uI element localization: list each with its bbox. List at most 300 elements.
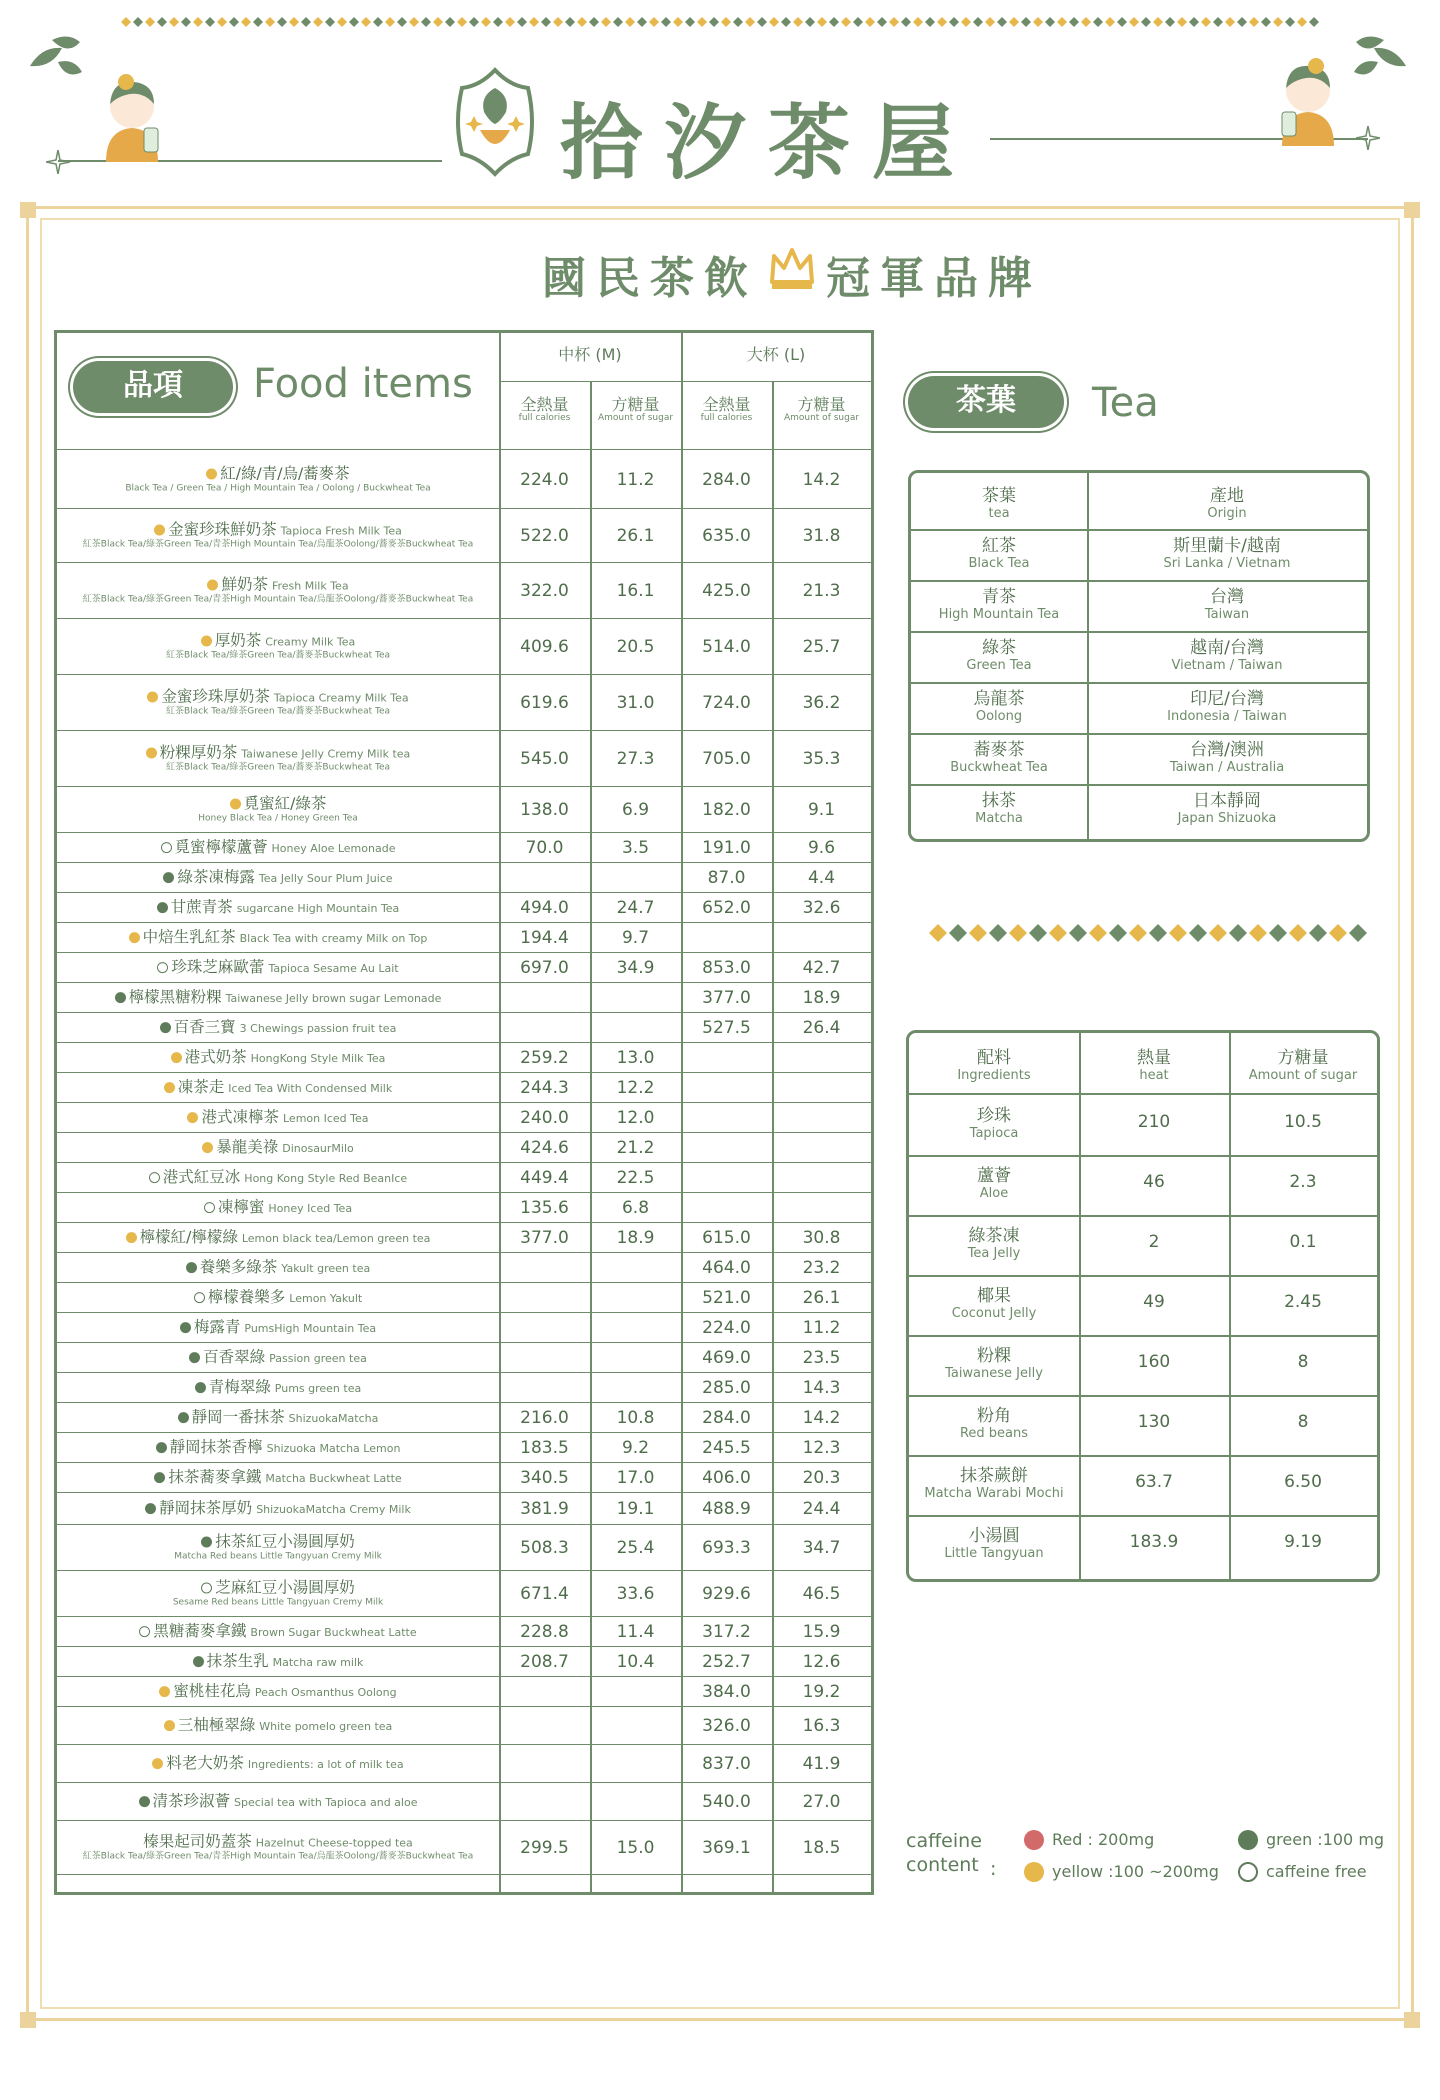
diamond-shape bbox=[1249, 17, 1259, 27]
tea-origin-en: Japan Shizuoka bbox=[1177, 810, 1277, 826]
m-cal-value: 508.3 bbox=[520, 1538, 569, 1558]
diamond-shape bbox=[517, 17, 527, 27]
m-cal-value: 697.0 bbox=[520, 958, 569, 978]
l-sug-value: 23.5 bbox=[802, 1348, 841, 1368]
item-name bbox=[57, 1289, 499, 1307]
l-sug-value: 19.2 bbox=[802, 1682, 841, 1702]
tea-name-en: Buckwheat Tea bbox=[950, 759, 1048, 775]
diamond-shape bbox=[925, 17, 935, 27]
tea-name-cell bbox=[911, 639, 1087, 673]
diamond-shape bbox=[1045, 17, 1055, 27]
l-cal-value: 693.3 bbox=[702, 1538, 751, 1558]
tea-name: 抹茶 bbox=[982, 791, 1016, 811]
item-subtitle: 紅茶Black Tea/綠茶Green Tea/青茶High Mountain Tea/烏龍茶Oolong/蕎麥茶Buckwheat Tea bbox=[82, 1851, 474, 1862]
m-cal-value: 545.0 bbox=[520, 749, 569, 769]
item-name-cn: 港式奶茶 bbox=[184, 1048, 247, 1067]
ingredient-name-en: Aloe bbox=[979, 1185, 1009, 1201]
item-name-cn: 金蜜珍珠鮮奶茶 bbox=[168, 520, 277, 539]
item-name-cn: 檸檬黑糖粉粿 bbox=[128, 988, 222, 1007]
l-cal-value: 284.0 bbox=[702, 470, 751, 490]
l-sug-value: 34.7 bbox=[802, 1538, 841, 1558]
caffeine-dot-icon bbox=[180, 1322, 191, 1333]
diamond-shape bbox=[961, 17, 971, 27]
item-name-en: ShizuokaMatcha bbox=[288, 1412, 379, 1426]
caffeine-dot-icon bbox=[186, 1262, 197, 1273]
ingredient-name-cell bbox=[909, 1227, 1079, 1261]
diamond-shape bbox=[929, 924, 947, 942]
ingredient-name-cell bbox=[909, 1407, 1079, 1441]
diamond-shape bbox=[1269, 924, 1287, 942]
table-row bbox=[57, 1403, 877, 1433]
ingredient-name: 綠茶凍 bbox=[968, 1226, 1020, 1246]
header-divider bbox=[499, 381, 871, 382]
legend-colon: : bbox=[990, 1858, 997, 1880]
ingredient-name-en: Little Tangyuan bbox=[944, 1545, 1044, 1561]
l-cal-value: 87.0 bbox=[707, 868, 746, 888]
table-row bbox=[57, 1525, 877, 1571]
row-divider bbox=[57, 1874, 871, 1875]
l-cal-value: 635.0 bbox=[702, 526, 751, 546]
diamond-shape bbox=[1129, 17, 1139, 27]
ingredient-name: 抹茶蕨餅 bbox=[960, 1466, 1028, 1486]
ingredient-heat-value: 130 bbox=[1137, 1412, 1171, 1432]
l-sug-value: 16.3 bbox=[802, 1716, 841, 1736]
item-name-cn: 覓蜜紅/綠茶 bbox=[243, 794, 327, 813]
diamond-shape bbox=[949, 924, 967, 942]
table-row bbox=[57, 1283, 877, 1313]
m-cal-value: 228.8 bbox=[520, 1622, 569, 1642]
cup-large-label: 大杯 (L) bbox=[746, 345, 806, 364]
diamond-shape bbox=[1093, 17, 1103, 27]
diamond-shape bbox=[253, 17, 263, 27]
diamond-shape bbox=[301, 17, 311, 27]
table-row bbox=[57, 563, 877, 619]
m-sug-value: 12.2 bbox=[616, 1078, 655, 1098]
l-sugar-head: 方糖量 Amount of sugar bbox=[783, 395, 860, 423]
tea-origin-cell bbox=[1087, 690, 1367, 724]
ingredient-name: 珍珠 bbox=[977, 1106, 1011, 1126]
diamond-shape bbox=[133, 17, 143, 27]
diamond-shape bbox=[913, 17, 923, 27]
l-sug-value: 26.1 bbox=[802, 1288, 841, 1308]
m-cal-value: 409.6 bbox=[520, 637, 569, 657]
m-sug-value: 11.2 bbox=[616, 470, 655, 490]
tea-name-en: High Mountain Tea bbox=[938, 606, 1060, 622]
item-name bbox=[57, 1319, 499, 1337]
diamond-shape bbox=[1169, 924, 1187, 942]
ingredient-name-cell bbox=[909, 1167, 1079, 1201]
m-cal-value: 208.7 bbox=[520, 1652, 569, 1672]
table-row bbox=[57, 509, 877, 563]
ingredients-table bbox=[906, 1030, 1380, 1582]
item-name-cn: 金蜜珍珠厚奶茶 bbox=[161, 687, 270, 706]
diamond-shape bbox=[205, 17, 215, 27]
m-sug-value: 6.8 bbox=[621, 1198, 650, 1218]
item-name-en: Peach Osmanthus Oolong bbox=[254, 1686, 397, 1700]
tea-origin-en: Taiwan / Australia bbox=[1169, 759, 1285, 775]
item-name-cn: 檸檬養樂多 bbox=[207, 1288, 286, 1307]
item-name-cn: 靜岡一番抹茶 bbox=[191, 1408, 285, 1427]
diamond-shape bbox=[989, 924, 1007, 942]
diamond-shape bbox=[973, 17, 983, 27]
item-name-en: Brown Sugar Buckwheat Latte bbox=[250, 1626, 417, 1640]
ingredient-sugar bbox=[1229, 1473, 1377, 1493]
item-name bbox=[57, 1139, 499, 1157]
ingredient-sugar bbox=[1229, 1293, 1377, 1313]
diamond-shape bbox=[697, 17, 707, 27]
ingredient-name-en: Tapioca bbox=[969, 1125, 1019, 1141]
item-subtitle: 紅茶Black Tea/綠茶Green Tea/蕎麥茶Buckwheat Tea bbox=[166, 650, 390, 661]
l-sug-value: 15.9 bbox=[802, 1622, 841, 1642]
item-name-en: ShizuokaMatcha Cremy Milk bbox=[256, 1503, 411, 1517]
table-row bbox=[57, 893, 877, 923]
item-name-en: Tapioca Creamy Milk Tea bbox=[273, 691, 409, 705]
ingredient-heat bbox=[1079, 1293, 1229, 1313]
l-sug-value: 12.6 bbox=[802, 1652, 841, 1672]
table-row bbox=[57, 1373, 877, 1403]
item-name bbox=[57, 521, 499, 550]
caffeine-dot-icon bbox=[139, 1626, 150, 1637]
l-cal-value: 224.0 bbox=[702, 1318, 751, 1338]
diamond-shape bbox=[1297, 17, 1307, 27]
caffeine-dot-icon bbox=[194, 1292, 205, 1303]
diamond-shape bbox=[589, 17, 599, 27]
m-sug-value: 20.5 bbox=[616, 637, 655, 657]
diamond-shape bbox=[1129, 924, 1147, 942]
diamond-shape bbox=[1149, 924, 1167, 942]
food-items-title: Food items bbox=[253, 361, 473, 407]
caffeine-dot-icon bbox=[139, 1796, 150, 1807]
l-sug-value: 35.3 bbox=[802, 749, 841, 769]
legend-free-dot bbox=[1238, 1862, 1258, 1882]
food-items-table bbox=[54, 330, 874, 1895]
item-name bbox=[57, 576, 499, 605]
item-name bbox=[57, 632, 499, 661]
diamond-shape bbox=[1177, 17, 1187, 27]
sparkle-left-icon bbox=[46, 150, 70, 174]
ingredient-sugar-value: 8 bbox=[1297, 1352, 1309, 1372]
table-row bbox=[57, 1463, 877, 1493]
diamond-shape bbox=[1029, 924, 1047, 942]
frame-corner bbox=[1404, 202, 1420, 218]
tea-name-en: Black Tea bbox=[968, 555, 1030, 571]
legend-yellow-label: yellow :100 ~200mg bbox=[1052, 1862, 1219, 1881]
item-name-en: Hong Kong Style Red BeanIce bbox=[244, 1172, 408, 1186]
diamond-shape bbox=[661, 17, 671, 27]
item-name-en: Iced Tea With Condensed Milk bbox=[228, 1082, 393, 1096]
item-name-cn: 港式凍檸茶 bbox=[201, 1108, 279, 1127]
m-cal-value: 522.0 bbox=[520, 526, 569, 546]
item-name bbox=[57, 1533, 499, 1562]
diamond-shape bbox=[361, 17, 371, 27]
table-row bbox=[57, 863, 877, 893]
tea-origin-en: Taiwan bbox=[1204, 606, 1250, 622]
item-name-en: Hazelnut Cheese-topped tea bbox=[255, 1836, 413, 1850]
item-name bbox=[57, 1683, 499, 1701]
table-row bbox=[57, 619, 877, 675]
diamond-shape bbox=[1009, 17, 1019, 27]
diamond-shape bbox=[169, 17, 179, 27]
item-name-cn: 黑糖蕎麥拿鐵 bbox=[153, 1622, 247, 1641]
tea-origin-cell bbox=[1087, 588, 1367, 622]
ingredient-sugar bbox=[1229, 1233, 1377, 1253]
item-name-cn: 抹茶生乳 bbox=[206, 1652, 269, 1671]
caffeine-dot-icon bbox=[187, 1112, 198, 1123]
m-cal-value: 138.0 bbox=[520, 800, 569, 820]
ingredient-sugar-value: 10.5 bbox=[1284, 1112, 1322, 1132]
tagline-right: 冠軍品牌 bbox=[826, 253, 1042, 304]
legend-green-label: green :100 mg bbox=[1266, 1830, 1385, 1849]
legend-yellow-dot bbox=[1024, 1862, 1044, 1882]
table-row bbox=[57, 1043, 877, 1073]
item-subtitle: Honey Black Tea / Honey Green Tea bbox=[198, 813, 358, 824]
diamond-shape bbox=[949, 17, 959, 27]
l-cal-value: 469.0 bbox=[702, 1348, 751, 1368]
m-cal-value: 244.3 bbox=[520, 1078, 569, 1098]
m-sug-value: 27.3 bbox=[616, 749, 655, 769]
l-sug-value: 32.6 bbox=[802, 898, 841, 918]
l-sug-value: 42.7 bbox=[802, 958, 841, 978]
diamond-shape bbox=[1033, 17, 1043, 27]
item-name bbox=[57, 1379, 499, 1397]
legend-title-1: caffeine bbox=[906, 1830, 982, 1852]
item-name-cn: 百香翠綠 bbox=[203, 1348, 266, 1367]
legend-free-label: caffeine free bbox=[1266, 1862, 1367, 1881]
diamond-shape bbox=[673, 17, 683, 27]
ingredient-name-cell bbox=[909, 1347, 1079, 1381]
item-name bbox=[57, 989, 499, 1007]
caffeine-dot-icon bbox=[202, 1142, 213, 1153]
item-name-cn: 厚奶茶 bbox=[214, 631, 262, 650]
l-cal-value: 284.0 bbox=[702, 1408, 751, 1428]
legend-title-2: content bbox=[906, 1854, 979, 1876]
item-name bbox=[57, 1469, 499, 1487]
caffeine-dot-icon bbox=[161, 842, 172, 853]
brand-title: 拾汐茶屋 bbox=[560, 95, 977, 191]
diamond-shape bbox=[613, 17, 623, 27]
l-cal-value: 837.0 bbox=[702, 1754, 751, 1774]
item-name-cn: 抹茶紅豆小湯圓厚奶 bbox=[215, 1532, 355, 1551]
header-divider bbox=[909, 1093, 1377, 1095]
item-name bbox=[57, 1579, 499, 1608]
diamond-shape bbox=[469, 17, 479, 27]
m-sug-value: 10.8 bbox=[616, 1408, 655, 1428]
m-sug-value: 9.2 bbox=[621, 1438, 650, 1458]
item-name-cn: 百香三寶 bbox=[173, 1018, 236, 1037]
leaf-ornament-right-icon bbox=[1350, 26, 1414, 90]
diamond-shape bbox=[289, 17, 299, 27]
l-sug-value: 36.2 bbox=[802, 693, 841, 713]
item-name-cn: 檸檬紅/檸檬綠 bbox=[139, 1228, 238, 1247]
diamond-shape bbox=[457, 17, 467, 27]
l-cal-value: 724.0 bbox=[702, 693, 751, 713]
caffeine-dot-icon bbox=[206, 468, 217, 479]
table-row bbox=[57, 953, 877, 983]
ingredient-name-cell bbox=[909, 1467, 1079, 1501]
l-cal-value: 425.0 bbox=[702, 581, 751, 601]
row-divider bbox=[911, 631, 1367, 633]
diamond-shape bbox=[505, 17, 515, 27]
item-name-en: Black Tea with creamy Milk on Top bbox=[239, 932, 428, 946]
item-name-en: Honey Iced Tea bbox=[268, 1202, 353, 1216]
m-cal-value: 194.4 bbox=[520, 928, 569, 948]
item-name-en: Tea Jelly Sour Plum Juice bbox=[258, 872, 393, 886]
legend-green-dot bbox=[1238, 1830, 1258, 1850]
row-divider bbox=[909, 1275, 1377, 1277]
item-name bbox=[57, 1755, 499, 1773]
item-name bbox=[57, 1169, 499, 1187]
diamond-shape bbox=[853, 17, 863, 27]
diamond-shape bbox=[1309, 924, 1327, 942]
item-name bbox=[57, 1717, 499, 1735]
item-name-en: PumsHigh Mountain Tea bbox=[244, 1322, 377, 1336]
item-name-cn: 鮮奶茶 bbox=[221, 575, 268, 594]
tea-origin: 斯里蘭卡/越南 bbox=[1173, 536, 1281, 556]
ingredient-name-en: Taiwanese Jelly bbox=[945, 1365, 1043, 1381]
m-sug-value: 22.5 bbox=[616, 1168, 655, 1188]
table-row bbox=[57, 1133, 877, 1163]
item-name-en: Pums green tea bbox=[274, 1382, 362, 1396]
item-name-cn: 芝麻紅豆小湯圓厚奶 bbox=[215, 1578, 355, 1597]
l-sug-value: 23.2 bbox=[802, 1258, 841, 1278]
l-sug-value: 21.3 bbox=[802, 581, 841, 601]
l-sug-value: 18.9 bbox=[802, 988, 841, 1008]
item-subtitle: Black Tea / Green Tea / High Mountain Tea / Oolong / Buckwheat Tea bbox=[125, 483, 431, 494]
caffeine-dot-icon bbox=[152, 1758, 163, 1769]
diamond-shape bbox=[877, 17, 887, 27]
ingredient-heat-value: 160 bbox=[1137, 1352, 1171, 1372]
diamond-shape bbox=[865, 17, 875, 27]
diamond-shape bbox=[969, 924, 987, 942]
item-name-en: Matcha Buckwheat Latte bbox=[265, 1472, 402, 1486]
caffeine-dot-icon bbox=[164, 1082, 175, 1093]
caffeine-dot-icon bbox=[159, 1686, 170, 1697]
row-divider bbox=[909, 1395, 1377, 1397]
caffeine-dot-icon bbox=[157, 962, 168, 973]
diamond-shape bbox=[325, 17, 335, 27]
table-row bbox=[57, 1313, 877, 1343]
item-name-en: Passion green tea bbox=[269, 1352, 367, 1366]
table-row bbox=[57, 1193, 877, 1223]
table-row bbox=[57, 1163, 877, 1193]
table-row bbox=[57, 1253, 877, 1283]
item-name-en: Special tea with Tapioca and aloe bbox=[234, 1796, 418, 1810]
tea-name-en: Green Tea bbox=[966, 657, 1032, 673]
table-row bbox=[57, 833, 877, 863]
ingredient-heat bbox=[1079, 1233, 1229, 1253]
item-name bbox=[57, 1349, 499, 1367]
diamond-shape bbox=[1069, 17, 1079, 27]
item-name bbox=[57, 959, 499, 977]
leaf-ornament-left-icon bbox=[22, 26, 86, 90]
table-row bbox=[57, 1707, 877, 1745]
row-divider bbox=[909, 1215, 1377, 1217]
diamond-shape bbox=[337, 17, 347, 27]
diamond-shape bbox=[565, 17, 575, 27]
item-name bbox=[57, 1623, 499, 1641]
item-name-en: Taiwanese Jelly brown sugar Lemonade bbox=[225, 992, 442, 1006]
l-sug-value: 24.4 bbox=[802, 1499, 841, 1519]
m-sug-value: 25.4 bbox=[616, 1538, 655, 1558]
tea-origin: 台灣 bbox=[1210, 587, 1244, 607]
l-sug-value: 31.8 bbox=[802, 526, 841, 546]
diamond-shape bbox=[1189, 924, 1207, 942]
diamond-shape bbox=[901, 17, 911, 27]
m-cal-value: 671.4 bbox=[520, 1584, 569, 1604]
tea-head-name: 茶葉 tea bbox=[982, 486, 1016, 521]
legend-red-label: Red : 200mg bbox=[1052, 1830, 1155, 1849]
m-sug-value: 21.2 bbox=[616, 1138, 655, 1158]
l-sug-value: 25.7 bbox=[802, 637, 841, 657]
m-cal-value: 494.0 bbox=[520, 898, 569, 918]
item-name-en: Fresh Milk Tea bbox=[271, 579, 349, 593]
ingredient-sugar bbox=[1229, 1413, 1377, 1433]
diamond-shape bbox=[1249, 924, 1267, 942]
diamond-shape bbox=[1225, 17, 1235, 27]
ing-head-name: 配料 Ingredients bbox=[957, 1048, 1031, 1083]
item-name bbox=[57, 899, 499, 917]
item-name bbox=[57, 839, 499, 857]
diamond-shape bbox=[985, 17, 995, 27]
m-cal-value: 424.6 bbox=[520, 1138, 569, 1158]
diamond-shape bbox=[1309, 17, 1319, 27]
item-name-cn: 三柚極翠綠 bbox=[177, 1716, 256, 1735]
item-name-en: Ingredients: a lot of milk tea bbox=[247, 1758, 404, 1772]
diamond-pattern-top bbox=[120, 15, 1320, 28]
item-name-en: Lemon Iced Tea bbox=[283, 1112, 369, 1126]
m-sug-value: 12.0 bbox=[616, 1108, 655, 1128]
item-name-cn: 綠茶凍梅露 bbox=[177, 868, 255, 887]
item-name-en: Tapioca Fresh Milk Tea bbox=[280, 524, 402, 538]
tea-origin-en: Vietnam / Taiwan bbox=[1171, 657, 1283, 673]
diamond-shape bbox=[577, 17, 587, 27]
row-divider bbox=[911, 682, 1367, 684]
diamond-pattern-mid bbox=[928, 922, 1388, 944]
diamond-shape bbox=[829, 17, 839, 27]
l-sug-value: 11.2 bbox=[802, 1318, 841, 1338]
item-name-cn: 梅露青 bbox=[193, 1318, 241, 1337]
tea-origin-cell bbox=[1087, 741, 1367, 775]
legend-red-dot bbox=[1024, 1830, 1044, 1850]
item-name bbox=[57, 1049, 499, 1067]
table-row bbox=[57, 1783, 877, 1821]
l-sug-value: 18.5 bbox=[802, 1838, 841, 1858]
ingredient-sugar bbox=[1229, 1173, 1377, 1193]
m-cal-value: 70.0 bbox=[525, 838, 564, 858]
tea-name: 烏龍茶 bbox=[973, 689, 1025, 709]
item-name bbox=[57, 929, 499, 947]
item-name-cn: 蜜桃桂花烏 bbox=[173, 1682, 251, 1701]
item-name-cn: 抹茶蕎麥拿鐵 bbox=[168, 1468, 262, 1487]
caffeine-dot-icon bbox=[129, 932, 140, 943]
m-cal-value: 619.6 bbox=[520, 693, 569, 713]
caffeine-dot-icon bbox=[195, 1382, 206, 1393]
diamond-shape bbox=[709, 17, 719, 27]
tea-pill: 茶葉 bbox=[908, 376, 1064, 428]
item-name-en: Honey Aloe Lemonade bbox=[271, 842, 396, 856]
diamond-shape bbox=[1237, 17, 1247, 27]
tea-name-cell bbox=[911, 741, 1087, 775]
diamond-shape bbox=[685, 17, 695, 27]
item-name-en: Yakult green tea bbox=[281, 1262, 371, 1276]
item-name-cn: 清茶珍淑薈 bbox=[152, 1792, 231, 1811]
brand-logo-icon bbox=[450, 66, 540, 178]
item-name bbox=[57, 1109, 499, 1127]
ingredient-name-cell bbox=[909, 1107, 1079, 1141]
diamond-shape bbox=[241, 17, 251, 27]
m-sugar-head: 方糖量 Amount of sugar bbox=[597, 395, 674, 423]
table-row bbox=[57, 1103, 877, 1133]
